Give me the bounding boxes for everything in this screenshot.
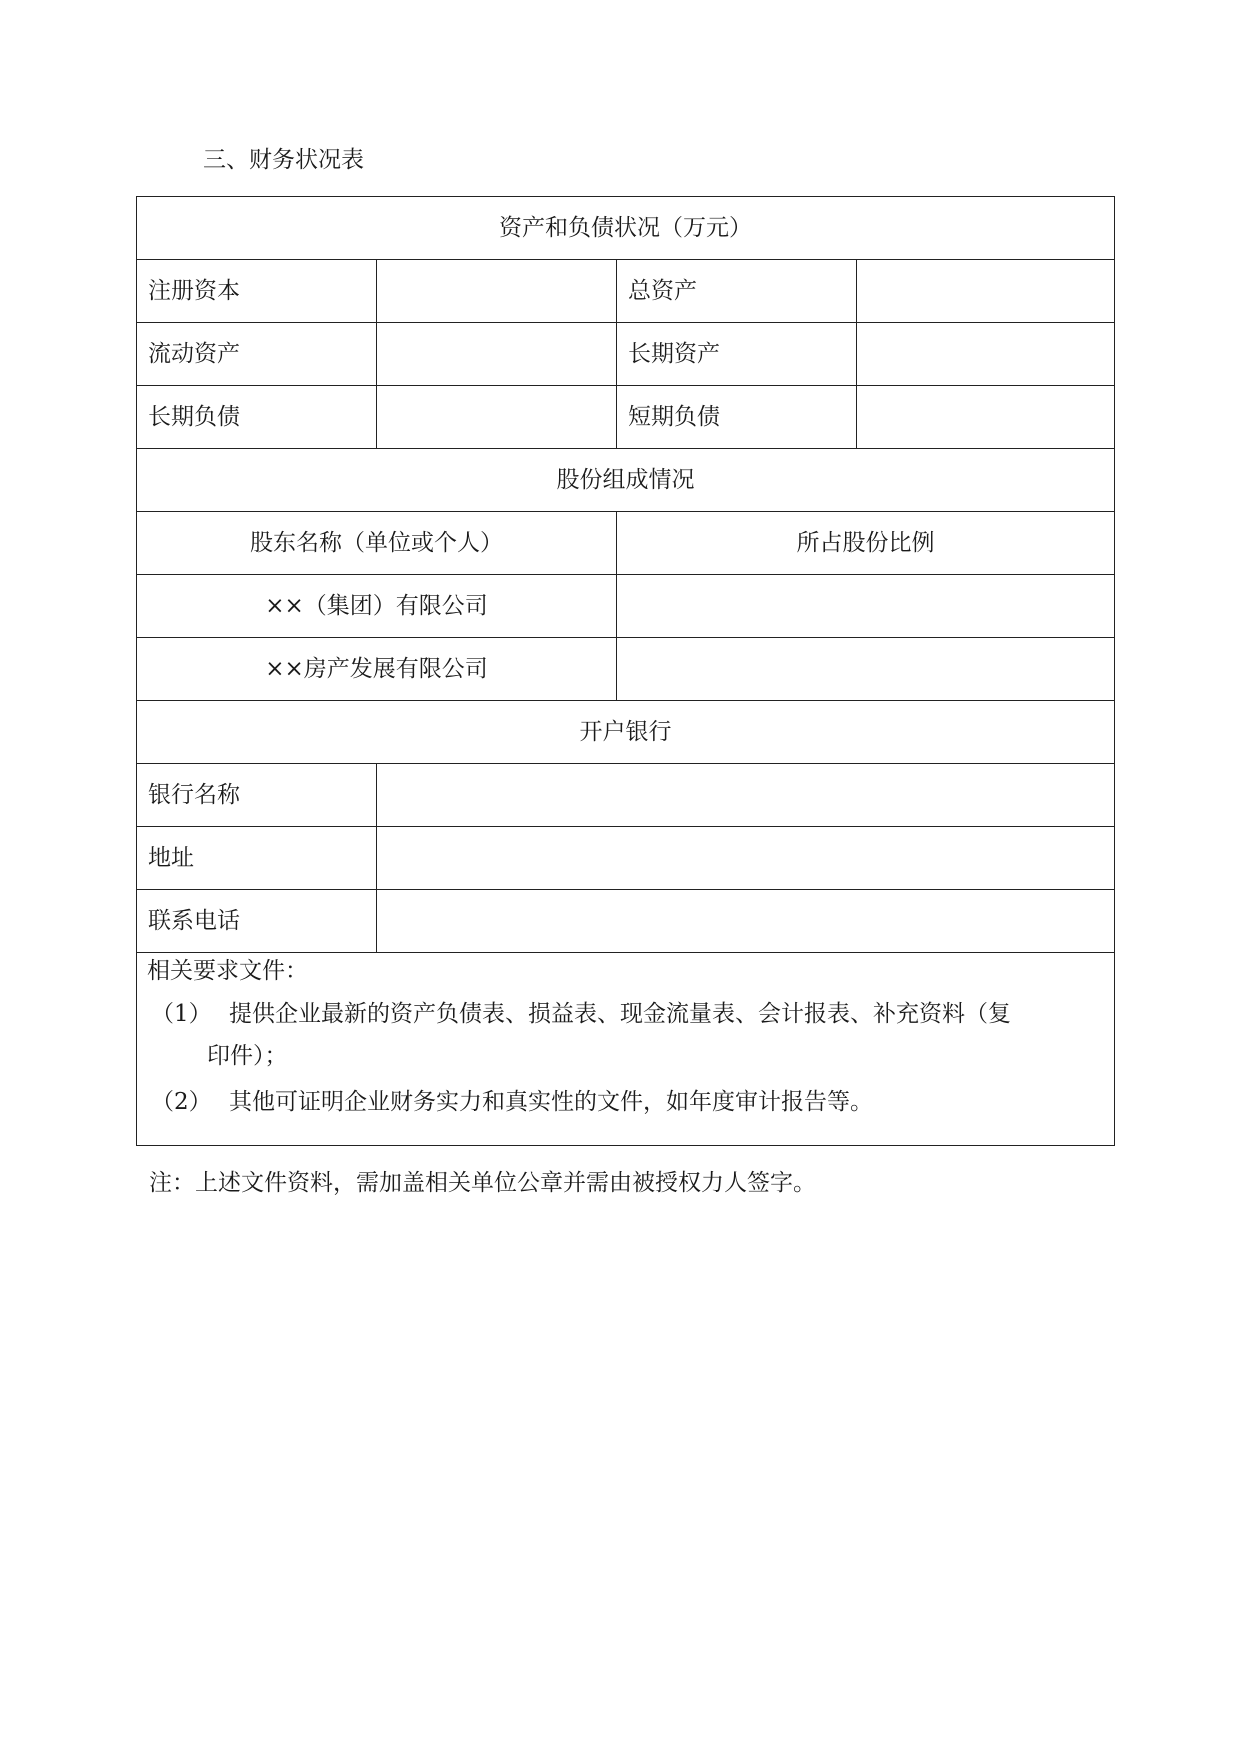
table-row (137, 638, 1115, 701)
shares-section-header: 股份组成情况 (137, 449, 1115, 512)
bank-name-label: 银行名称 (137, 764, 377, 827)
long-term-assets-value (857, 323, 1115, 386)
registered-capital-value (377, 260, 617, 323)
short-term-liabilities-label: 短期负债 (617, 386, 857, 449)
requirement-text: 其他可证明企业财务实力和真实性的文件，如年度审计报告等。 (229, 1089, 873, 1115)
requirement-number: （2） (151, 1089, 212, 1115)
address-label: 地址 (137, 827, 377, 890)
short-term-liabilities-value (857, 386, 1115, 449)
table-row (137, 260, 1115, 323)
table-row (137, 764, 1115, 827)
bank-name-value (377, 764, 1115, 827)
total-assets-label: 总资产 (617, 260, 857, 323)
share-ratio-header: 所占股份比例 (617, 512, 1115, 575)
table-row (137, 449, 1115, 512)
current-assets-value (377, 323, 617, 386)
table-row (137, 386, 1115, 449)
shareholder-name: ××（集团）有限公司 (137, 575, 617, 638)
long-term-liabilities-label: 长期负债 (137, 386, 377, 449)
shareholder-name: ××房产发展有限公司 (137, 638, 617, 701)
table-row (137, 575, 1115, 638)
table-row (137, 323, 1115, 386)
requirements-title: 相关要求文件： (147, 958, 308, 984)
assets-section-header: 资产和负债状况（万元） (137, 197, 1115, 260)
registered-capital-label: 注册资本 (137, 260, 377, 323)
current-assets-label: 流动资产 (137, 323, 377, 386)
table-row (137, 512, 1115, 575)
total-assets-value (857, 260, 1115, 323)
financial-status-table (136, 196, 1115, 1146)
phone-label: 联系电话 (137, 890, 377, 953)
requirement-continuation: 印件）； (207, 1043, 288, 1069)
footnote: 注：上述文件资料，需加盖相关单位公章并需由被授权力人签字。 (149, 1170, 816, 1196)
shareholder-name-header: 股东名称（单位或个人） (137, 512, 617, 575)
requirement-text: 提供企业最新的资产负债表、损益表、现金流量表、会计报表、补充资料（复 (229, 1001, 1011, 1027)
table-row (137, 953, 1115, 1146)
phone-value (377, 890, 1115, 953)
requirement-item (147, 989, 1104, 1039)
requirement-number: （1） (151, 1001, 212, 1027)
requirement-item (147, 1077, 1104, 1127)
address-value (377, 827, 1115, 890)
table-row (137, 890, 1115, 953)
long-term-liabilities-value (377, 386, 617, 449)
long-term-assets-label: 长期资产 (617, 323, 857, 386)
requirements-cell (137, 953, 1115, 1146)
table-row (137, 197, 1115, 260)
section-heading: 三、财务状况表 (203, 147, 364, 173)
table-row (137, 827, 1115, 890)
share-ratio-value (617, 638, 1115, 701)
bank-section-header: 开户银行 (137, 701, 1115, 764)
share-ratio-value (617, 575, 1115, 638)
table-row (137, 701, 1115, 764)
